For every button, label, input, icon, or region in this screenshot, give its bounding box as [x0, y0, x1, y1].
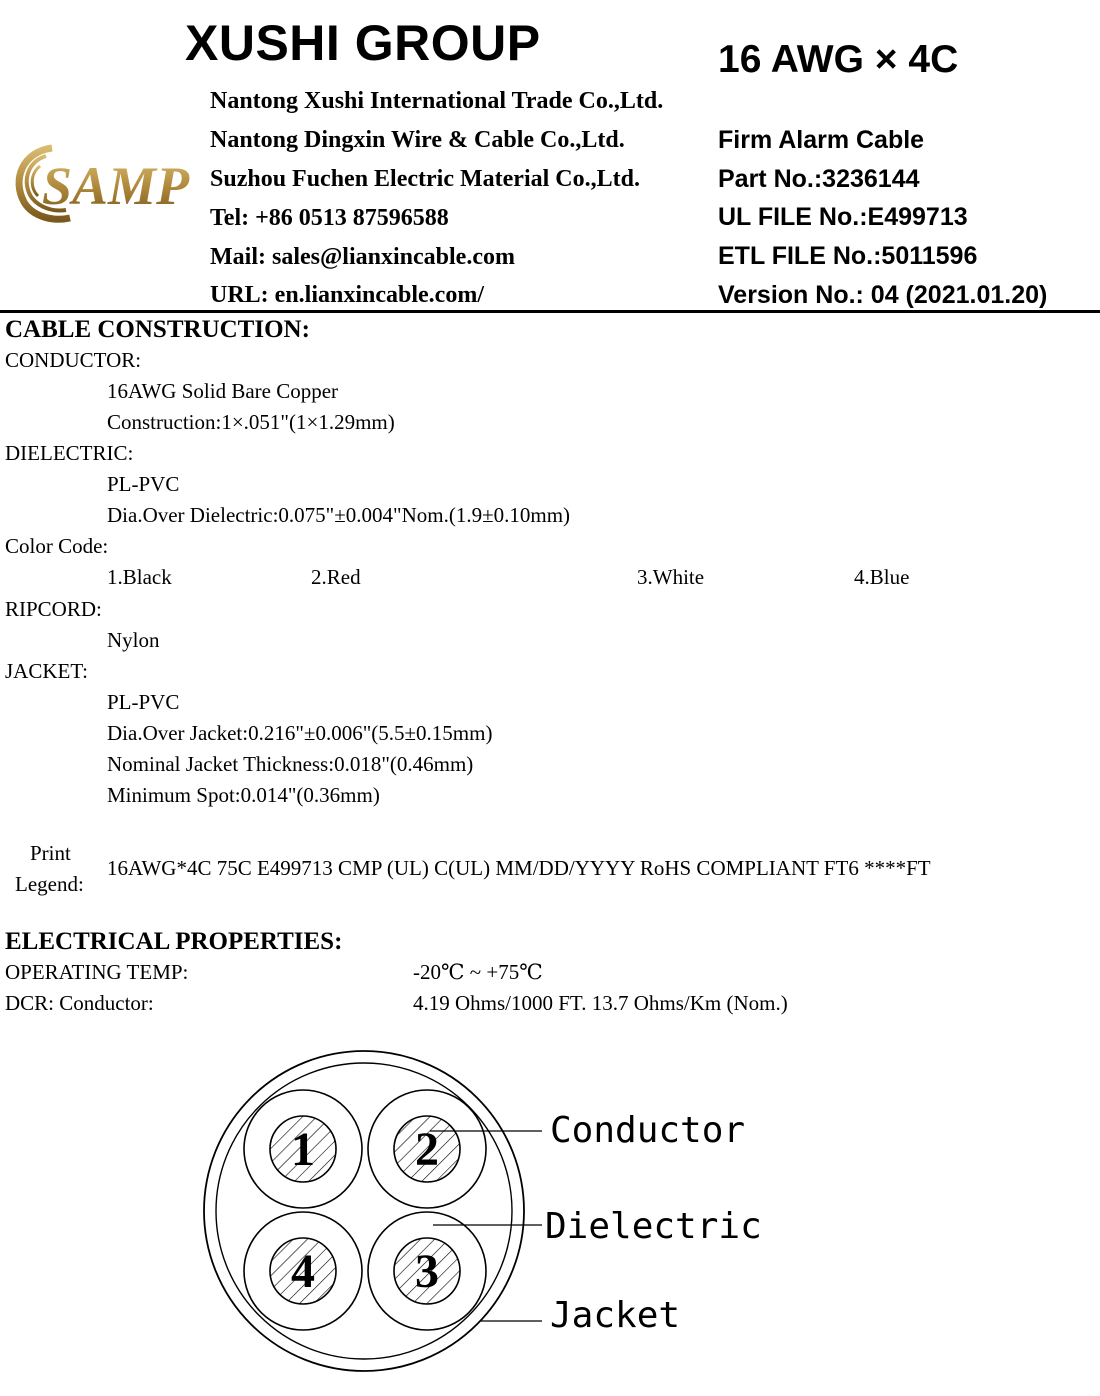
- print-legend-label-1: Print: [30, 841, 71, 865]
- cable-cross-section-diagram: [190, 1045, 790, 1390]
- color-code-label: Color Code:: [5, 534, 109, 558]
- part-number: Part No.:3236144: [718, 165, 920, 193]
- jacket-line-2: Dia.Over Jacket:0.216"±0.006"(5.5±0.15mm): [107, 721, 493, 745]
- print-legend-label-2: Legend:: [15, 872, 84, 896]
- dielectric-line-2: Dia.Over Dielectric:0.075"±0.004"Nom.(1.9±0.10mm): [107, 503, 571, 527]
- color-4: 4.Blue: [854, 565, 910, 589]
- tel-line: Tel: +86 0513 87596588: [210, 205, 449, 231]
- print-legend-text: 16AWG*4C 75C E499713 CMP (UL) C(UL) MM/DD/YYYY RoHS COMPLIANT FT6 ****FT: [107, 856, 931, 880]
- etl-file: ETL FILE No.:5011596: [718, 242, 978, 270]
- jacket-label-text: Jacket: [550, 1295, 681, 1336]
- jacket-outer-ring: [204, 1051, 524, 1371]
- construction-title: CABLE CONSTRUCTION:: [5, 316, 310, 343]
- ul-file: UL FILE No.:E499713: [718, 203, 968, 231]
- jacket-line-3: Nominal Jacket Thickness:0.018"(0.46mm): [107, 752, 474, 776]
- company-line-2: Nantong Dingxin Wire & Cable Co.,Ltd.: [210, 127, 625, 153]
- color-3: 3.White: [637, 565, 705, 589]
- conductor-label-text: Conductor: [550, 1110, 746, 1151]
- conductor-line-1: 16AWG Solid Bare Copper: [107, 379, 339, 403]
- conductor-number-3: 3: [415, 1245, 439, 1298]
- version-number: Version No.: 04 (2021.01.20): [718, 281, 1048, 309]
- company-line-3: Suzhou Fuchen Electric Material Co.,Ltd.: [210, 166, 640, 192]
- dielectric-line-1: PL-PVC: [107, 472, 180, 496]
- jacket-line-4: Minimum Spot:0.014"(0.36mm): [107, 783, 380, 807]
- jacket-label: JACKET:: [5, 659, 88, 683]
- conductor-label: CONDUCTOR:: [5, 348, 142, 372]
- brand-title: XUSHI GROUP: [185, 15, 541, 71]
- logo-text: SAMP: [42, 156, 190, 216]
- dcr-label: DCR: Conductor:: [5, 991, 154, 1015]
- url-line: URL: en.lianxincable.com/: [210, 282, 484, 308]
- dielectric-label: DIELECTRIC:: [5, 441, 134, 465]
- mail-line: Mail: sales@lianxincable.com: [210, 244, 515, 270]
- ripcord-line-1: Nylon: [107, 628, 160, 652]
- samp-logo: [12, 140, 197, 225]
- operating-temp-value: -20℃ ~ +75℃: [413, 960, 543, 984]
- color-1: 1.Black: [107, 565, 172, 589]
- product-name: Firm Alarm Cable: [718, 126, 925, 154]
- conductor-number-2: 2: [415, 1123, 439, 1176]
- color-2: 2.Red: [311, 565, 361, 589]
- ripcord-label: RIPCORD:: [5, 597, 102, 621]
- electrical-title: ELECTRICAL PROPERTIES:: [5, 928, 343, 955]
- dielectric-label-text: Dielectric: [545, 1206, 762, 1247]
- company-line-1: Nantong Xushi International Trade Co.,Ltd.: [210, 88, 664, 114]
- cable-spec: 16 AWG × 4C: [718, 38, 959, 81]
- header-divider: [0, 310, 1100, 313]
- conductor-number-4: 4: [291, 1245, 315, 1298]
- conductor-line-2: Construction:1×.051"(1×1.29mm): [107, 410, 395, 434]
- dcr-value: 4.19 Ohms/1000 FT. 13.7 Ohms/Km (Nom.): [413, 991, 788, 1015]
- jacket-line-1: PL-PVC: [107, 690, 180, 714]
- conductor-number-1: 1: [291, 1123, 315, 1176]
- operating-temp-label: OPERATING TEMP:: [5, 960, 189, 984]
